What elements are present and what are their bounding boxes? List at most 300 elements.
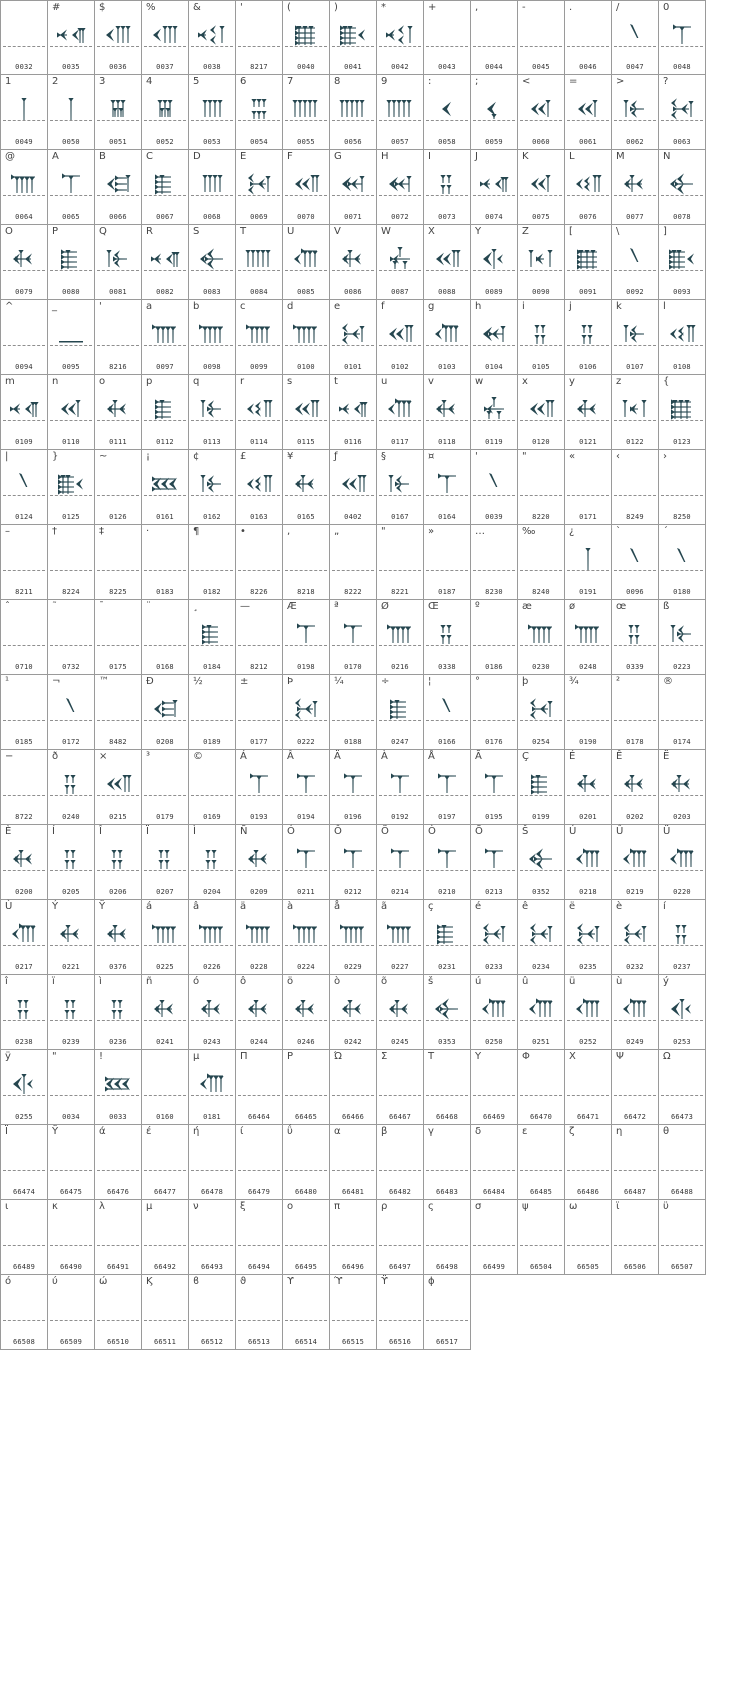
cuneiform-glyph (479, 319, 509, 349)
character-label: å (334, 901, 341, 912)
cuneiform-glyph (432, 619, 462, 649)
cuneiform-glyph (338, 844, 368, 874)
glyph-preview (565, 616, 611, 652)
glyph-cell (47, 750, 94, 825)
glyph-cell (94, 825, 141, 900)
glyph-cell (94, 525, 141, 600)
glyph-preview (48, 991, 94, 1027)
glyph-cell (188, 600, 235, 675)
baseline-guide (285, 570, 327, 571)
glyph-preview (565, 916, 611, 952)
code-point-label: 0206 (109, 888, 127, 896)
character-label: · (146, 526, 150, 537)
glyph-cell (611, 0, 658, 75)
glyph-preview (1, 391, 47, 427)
code-point-label: 0112 (156, 438, 174, 446)
code-point-label: 8222 (344, 588, 362, 596)
character-label: ¡ (146, 451, 151, 462)
character-label: ύ (52, 1276, 58, 1287)
glyph-preview (471, 916, 517, 952)
code-point-label: 66470 (529, 1113, 553, 1121)
character-label: L (569, 151, 575, 162)
character-label: ε (522, 1126, 528, 1137)
baseline-guide (191, 1170, 233, 1171)
glyph-cell (517, 1125, 564, 1200)
glyph-cell (235, 0, 282, 75)
baseline-guide (238, 46, 280, 47)
cuneiform-glyph (291, 769, 321, 799)
code-point-label: 66511 (153, 1338, 177, 1346)
code-point-label: 8217 (250, 63, 268, 71)
glyph-cell (376, 0, 423, 75)
glyph-cell (423, 300, 470, 375)
cuneiform-glyph (338, 244, 368, 274)
code-point-label: 0066 (109, 213, 127, 221)
code-point-label: 0338 (438, 663, 456, 671)
glyph-cell (329, 225, 376, 300)
code-point-label: 0187 (438, 588, 456, 596)
code-point-label: 0214 (391, 888, 409, 896)
glyph-cell (282, 825, 329, 900)
glyph-preview (189, 17, 235, 53)
code-point-label: 0249 (626, 1038, 644, 1046)
character-label: ! (99, 1051, 104, 1062)
cuneiform-glyph (338, 994, 368, 1024)
character-label: " (381, 526, 386, 537)
cuneiform-glyph (150, 469, 180, 499)
character-label: j (569, 301, 572, 312)
character-label: ´ (663, 526, 668, 537)
character-label: § (381, 451, 386, 462)
character-label: ί (240, 1126, 244, 1137)
glyph-cell (0, 450, 47, 525)
character-label: ¥ (287, 451, 294, 462)
glyph-cell (94, 600, 141, 675)
glyph-cell (517, 900, 564, 975)
baseline-guide (332, 1245, 374, 1246)
glyph-cell (658, 600, 706, 675)
glyph-preview (236, 466, 282, 502)
glyph-cell (94, 675, 141, 750)
character-label: d (287, 301, 294, 312)
baseline-guide (520, 46, 562, 47)
code-point-label: 0186 (485, 663, 503, 671)
glyph-cell (141, 525, 188, 600)
glyph-preview (142, 391, 188, 427)
glyph-preview (1, 841, 47, 877)
glyph-cell (564, 225, 611, 300)
character-label: H (381, 151, 389, 162)
character-label: ¶ (193, 526, 200, 537)
glyph-cell (658, 375, 706, 450)
character-label: £ (240, 451, 247, 462)
cuneiform-glyph (432, 694, 462, 724)
code-point-label: 0339 (626, 663, 644, 671)
cuneiform-glyph (291, 619, 321, 649)
glyph-preview (424, 766, 470, 802)
character-label: ‡ (99, 526, 104, 537)
code-point-label: 66505 (576, 1263, 600, 1271)
code-point-label: 66466 (341, 1113, 365, 1121)
glyph-cell (376, 150, 423, 225)
code-point-label: 0059 (485, 138, 503, 146)
character-label: • (240, 526, 246, 537)
baseline-guide (567, 495, 609, 496)
cuneiform-glyph (338, 169, 368, 199)
baseline-guide (50, 645, 92, 646)
cuneiform-glyph (103, 94, 133, 124)
character-label: 9 (381, 76, 388, 87)
glyph-cell (517, 1050, 564, 1125)
code-point-label: 0181 (203, 1113, 221, 1121)
code-point-label: 0246 (297, 1038, 315, 1046)
baseline-guide (426, 570, 468, 571)
character-label: Φ (522, 1051, 530, 1062)
glyph-preview (565, 241, 611, 277)
glyph-cell (423, 675, 470, 750)
character-label: Ρ (287, 1051, 294, 1062)
code-point-label: 0115 (297, 438, 315, 446)
glyph-cell (423, 525, 470, 600)
code-point-label: 0184 (203, 663, 221, 671)
cuneiform-glyph (620, 319, 650, 349)
character-label: ¼ (334, 676, 344, 687)
code-point-label: 66480 (294, 1188, 318, 1196)
character-label: 7 (287, 76, 294, 87)
baseline-guide (426, 1095, 468, 1096)
character-label: @ (5, 151, 15, 162)
character-label: Ö (381, 826, 389, 837)
glyph-row (0, 975, 701, 1050)
baseline-guide (97, 720, 139, 721)
character-label: Š (522, 826, 529, 837)
glyph-preview (377, 91, 423, 127)
code-point-label: 66486 (576, 1188, 600, 1196)
cuneiform-glyph (103, 169, 133, 199)
character-label: ë (569, 901, 576, 912)
code-point-label: 0043 (438, 63, 456, 71)
glyph-cell (235, 825, 282, 900)
character-label: È (5, 826, 12, 837)
baseline-guide (191, 1320, 233, 1321)
glyph-cell (235, 375, 282, 450)
cuneiform-glyph (150, 169, 180, 199)
cuneiform-glyph (526, 769, 556, 799)
character-label: Ú (569, 826, 577, 837)
cuneiform-glyph (150, 20, 180, 50)
baseline-guide (661, 1245, 703, 1246)
code-point-label: 0245 (391, 1038, 409, 1046)
character-label: c (240, 301, 246, 312)
character-label: – (5, 526, 10, 537)
glyph-preview (471, 166, 517, 202)
cuneiform-glyph (291, 919, 321, 949)
glyph-cell (235, 750, 282, 825)
glyph-cell (282, 375, 329, 450)
glyph-preview (142, 241, 188, 277)
glyph-cell (470, 1200, 517, 1275)
code-point-label: 0217 (15, 963, 33, 971)
glyph-preview (612, 241, 658, 277)
glyph-cell (423, 600, 470, 675)
code-point-label: 0234 (532, 963, 550, 971)
cuneiform-glyph (291, 844, 321, 874)
code-point-label: 0178 (626, 738, 644, 746)
character-label: Ç (522, 751, 529, 762)
character-label: Ϋ (52, 1126, 59, 1137)
baseline-guide (332, 720, 374, 721)
baseline-guide (379, 1320, 421, 1321)
character-label: w (475, 376, 484, 387)
baseline-guide (379, 1170, 421, 1171)
character-label: Â (287, 751, 294, 762)
glyph-cell (329, 600, 376, 675)
cuneiform-glyph (667, 20, 697, 50)
glyph-preview (142, 841, 188, 877)
glyph-cell (611, 1050, 658, 1125)
code-point-label: 0039 (485, 513, 503, 521)
character-label: Π (240, 1051, 248, 1062)
glyph-cell (47, 1275, 94, 1350)
code-point-label: 0072 (391, 213, 409, 221)
character-label: έ (146, 1126, 152, 1137)
code-point-label: 0103 (438, 363, 456, 371)
character-label: ˜ (52, 601, 57, 612)
character-label: ¬ (52, 676, 61, 687)
glyph-preview (424, 91, 470, 127)
glyph-preview (612, 766, 658, 802)
glyph-cell (94, 1200, 141, 1275)
character-label: + (428, 2, 437, 13)
code-point-label: 0090 (532, 288, 550, 296)
cuneiform-glyph (667, 919, 697, 949)
cuneiform-glyph (291, 319, 321, 349)
character-label: › (663, 451, 667, 462)
code-point-label: 0037 (156, 63, 174, 71)
glyph-cell (47, 1125, 94, 1200)
glyph-preview (518, 766, 564, 802)
code-point-label: 66481 (341, 1188, 365, 1196)
glyph-preview (377, 166, 423, 202)
character-label: ς (428, 1201, 434, 1212)
cuneiform-glyph (432, 94, 462, 124)
code-point-label: 8224 (62, 588, 80, 596)
code-point-label: 0052 (156, 138, 174, 146)
character-label: 2 (52, 76, 59, 87)
cuneiform-glyph (385, 394, 415, 424)
cuneiform-glyph (9, 919, 39, 949)
glyph-cell (611, 825, 658, 900)
glyph-cell (94, 150, 141, 225)
character-label: Ϊ (5, 1126, 8, 1137)
code-point-label: 66467 (388, 1113, 412, 1121)
glyph-cell (47, 900, 94, 975)
glyph-cell (517, 525, 564, 600)
character-label: [ (569, 226, 573, 237)
glyph-cell (564, 900, 611, 975)
glyph-cell (0, 1050, 47, 1125)
character-label: ã (381, 901, 388, 912)
cuneiform-glyph (338, 394, 368, 424)
glyph-cell (282, 150, 329, 225)
baseline-guide (379, 1245, 421, 1246)
glyph-cell (658, 450, 706, 525)
character-label: T (240, 226, 247, 237)
character-label: y (569, 376, 575, 387)
character-label: , (475, 2, 479, 13)
code-point-label: 0169 (203, 813, 221, 821)
code-point-label: 0074 (485, 213, 503, 221)
baseline-guide (473, 1095, 515, 1096)
baseline-guide (614, 495, 656, 496)
baseline-guide (567, 1170, 609, 1171)
glyph-cell (611, 300, 658, 375)
glyph-cell (517, 0, 564, 75)
character-label: β (381, 1126, 388, 1137)
glyph-preview (189, 466, 235, 502)
glyph-cell (188, 1200, 235, 1275)
glyph-cell (0, 300, 47, 375)
glyph-cell (376, 825, 423, 900)
glyph-cell (0, 1275, 47, 1350)
glyph-cell (329, 1275, 376, 1350)
glyph-cell (376, 975, 423, 1050)
glyph-row (0, 375, 701, 450)
character-label: x (522, 376, 528, 387)
code-point-label: 0213 (485, 888, 503, 896)
character-label: ώ (99, 1276, 108, 1287)
glyph-cell (188, 225, 235, 300)
character-label: š (428, 976, 434, 987)
glyph-cell (329, 675, 376, 750)
character-label: Q (99, 226, 107, 237)
character-label: δ (475, 1126, 482, 1137)
code-point-label: 66515 (341, 1338, 365, 1346)
glyph-cell (376, 225, 423, 300)
cuneiform-glyph (56, 919, 86, 949)
baseline-guide (97, 570, 139, 571)
glyph-preview (471, 466, 517, 502)
character-label: é (475, 901, 482, 912)
baseline-guide (473, 720, 515, 721)
character-label: â (193, 901, 200, 912)
code-point-label: 66471 (576, 1113, 600, 1121)
glyph-preview (424, 691, 470, 727)
character-label: ϔ (381, 1276, 388, 1287)
character-label: { (663, 376, 670, 387)
code-point-label: 0175 (109, 663, 127, 671)
character-label: X (428, 226, 435, 237)
glyph-preview (377, 391, 423, 427)
cuneiform-glyph (385, 20, 415, 50)
character-label: 5 (193, 76, 200, 87)
glyph-cell (141, 1125, 188, 1200)
character-label: ζ (569, 1126, 575, 1137)
glyph-cell (517, 450, 564, 525)
character-label: f (381, 301, 385, 312)
glyph-preview (377, 241, 423, 277)
glyph-preview (518, 841, 564, 877)
character-label: Î (99, 826, 102, 837)
baseline-guide (661, 1170, 703, 1171)
cuneiform-glyph (338, 769, 368, 799)
character-label: è (616, 901, 623, 912)
glyph-cell (0, 675, 47, 750)
character-label: D (193, 151, 201, 162)
cuneiform-glyph (244, 319, 274, 349)
glyph-cell (188, 825, 235, 900)
character-label: κ (52, 1201, 58, 1212)
glyph-cell (564, 1050, 611, 1125)
character-label: ü (569, 976, 576, 987)
cuneiform-glyph (526, 169, 556, 199)
glyph-preview (95, 766, 141, 802)
glyph-cell (470, 525, 517, 600)
character-label: b (193, 301, 200, 312)
character-label: Ù (5, 901, 13, 912)
glyph-cell (517, 150, 564, 225)
code-point-label: 0044 (485, 63, 503, 71)
cuneiform-glyph (103, 244, 133, 274)
code-point-label: 66479 (247, 1188, 271, 1196)
glyph-row (0, 0, 701, 75)
code-point-label: 0199 (532, 813, 550, 821)
code-point-label: 0045 (532, 63, 550, 71)
glyph-cell (517, 1200, 564, 1275)
glyph-preview (142, 166, 188, 202)
cuneiform-glyph (526, 844, 556, 874)
code-point-label: 0352 (532, 888, 550, 896)
character-label: > (616, 76, 625, 87)
glyph-cell (329, 450, 376, 525)
glyph-preview (283, 17, 329, 53)
baseline-guide (332, 1320, 374, 1321)
glyph-cell (235, 450, 282, 525)
cuneiform-glyph (56, 94, 86, 124)
code-point-label: 66508 (12, 1338, 36, 1346)
code-point-label: 0041 (344, 63, 362, 71)
baseline-guide (50, 1095, 92, 1096)
glyph-preview (95, 91, 141, 127)
character-label: ' (475, 451, 478, 462)
code-point-label: 66513 (247, 1338, 271, 1346)
glyph-cell (47, 1200, 94, 1275)
glyph-preview (565, 391, 611, 427)
character-label: $ (99, 2, 106, 13)
glyph-cell (0, 1200, 47, 1275)
cuneiform-glyph (9, 844, 39, 874)
character-label: Τ (428, 1051, 435, 1062)
glyph-cell (658, 300, 706, 375)
code-point-label: 0108 (673, 363, 691, 371)
glyph-preview (283, 691, 329, 727)
code-point-label: 0085 (297, 288, 315, 296)
glyph-cell (564, 750, 611, 825)
code-point-label: 0242 (344, 1038, 362, 1046)
glyph-cell (47, 0, 94, 75)
glyph-cell (141, 1050, 188, 1125)
cuneiform-glyph (9, 94, 39, 124)
glyph-cell (188, 525, 235, 600)
character-label: = (569, 76, 578, 87)
character-label: ² (616, 676, 621, 687)
code-point-label: 66507 (670, 1263, 694, 1271)
code-point-label: 0244 (250, 1038, 268, 1046)
glyph-preview (189, 991, 235, 1027)
code-point-label: 0162 (203, 513, 221, 521)
cuneiform-glyph (9, 169, 39, 199)
code-point-label: 0180 (673, 588, 691, 596)
